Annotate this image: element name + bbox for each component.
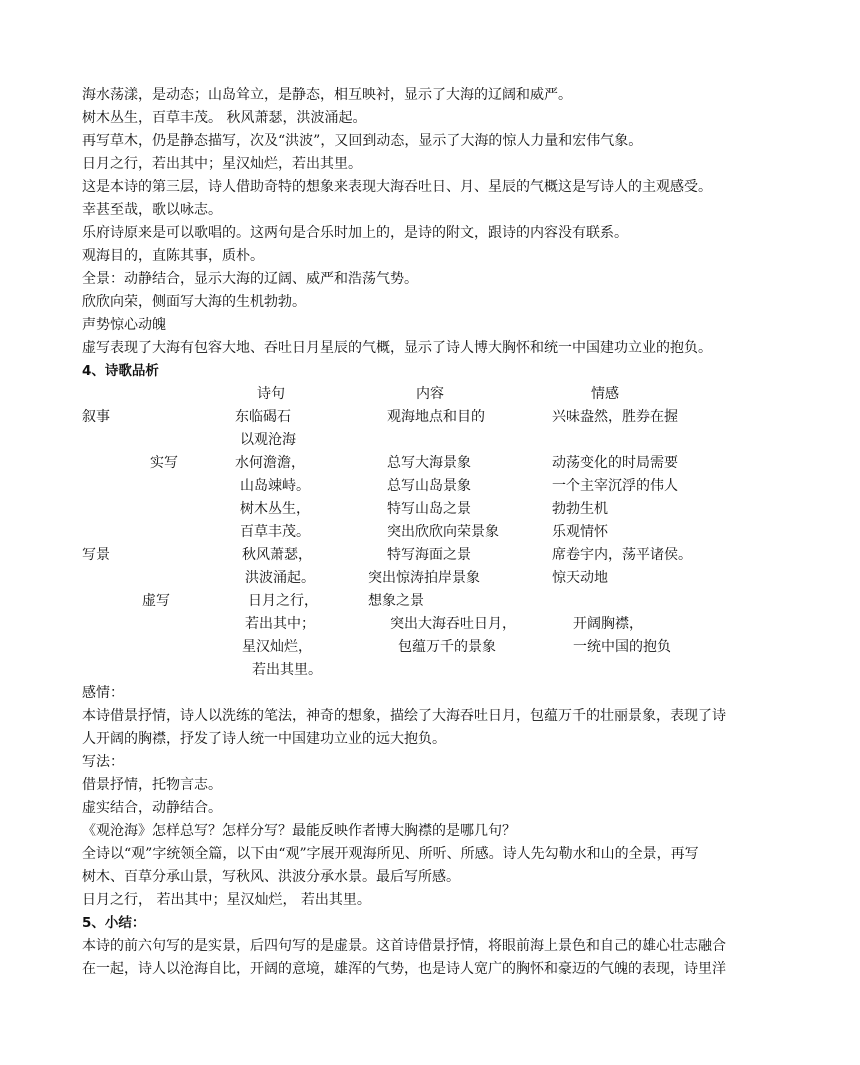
text-line: 全诗以“观”字统领全篇，以下由“观”字展开观海所见、所听、所感。诗人先勾勒水和山的全景，再写 xyxy=(82,846,699,862)
category-virtual: 虚写 xyxy=(142,593,170,609)
poem-analysis-table xyxy=(82,383,782,682)
text-line: 海水荡漾，是动态；山岛耸立，是静态，相互映衬，显示了大海的辽阔和威严。 xyxy=(82,87,572,103)
category-scene: 写景 xyxy=(82,547,110,563)
text-line: 全景：动静结合，显示大海的辽阔、威严和浩荡气势。 xyxy=(82,271,418,287)
row-content: 总写山岛景象 xyxy=(387,478,471,494)
text-line: 本诗的前六句写的是实景，后四句写的是虚景。这首诗借景抒情，将眼前海上景色和自己的雄心壮志融合 xyxy=(82,938,726,954)
row-content: 特写山岛之景 xyxy=(387,501,471,517)
section-5-heading: 5、小结： xyxy=(82,915,146,931)
row-emotion: 一统中国的抱负 xyxy=(573,639,671,655)
row-poem: 山岛竦峙。 xyxy=(240,478,310,494)
category-narrate: 叙事 xyxy=(82,409,110,425)
row-emotion: 动荡变化的时局需要 xyxy=(552,455,678,471)
row-emotion: 乐观情怀 xyxy=(552,524,608,540)
row-emotion: 勃勃生机 xyxy=(552,501,608,517)
text-line: 欣欣向荣，侧面写大海的生机勃勃。 xyxy=(82,294,306,310)
row-poem: 以观沧海 xyxy=(240,432,296,448)
row-poem: 日月之行， xyxy=(248,593,318,609)
row-poem: 百草丰茂。 xyxy=(240,524,310,540)
text-line: 借景抒情，托物言志。 xyxy=(82,777,222,793)
row-poem: 水何澹澹， xyxy=(235,455,305,471)
row-emotion: 兴味盎然，胜券在握 xyxy=(552,409,678,425)
row-poem: 东临碣石 xyxy=(235,409,291,425)
document-page xyxy=(82,84,782,981)
text-line: 感情： xyxy=(82,685,124,701)
intro-text xyxy=(82,84,782,360)
row-poem: 星汉灿烂， xyxy=(242,639,312,655)
text-line: 本诗借景抒情，诗人以洗练的笔法，神奇的想象，描绘了大海吞吐日月，包蕴万千的壮丽景象，表现了诗 xyxy=(82,708,726,724)
text-line: 虚写表现了大海有包容大地、吞吐日月星辰的气概，显示了诗人博大胸怀和统一中国建功立业的抱负。 xyxy=(82,340,712,356)
text-line: 再写草木，仍是静态描写，次及“洪波”，又回到动态，显示了大海的惊人力量和宏伟气象。 xyxy=(82,133,643,149)
after-analysis-text xyxy=(82,682,782,912)
text-line: 幸甚至哉，歌以咏志。 xyxy=(82,202,222,218)
row-content: 突出惊涛拍岸景象 xyxy=(368,570,480,586)
text-line: 人开阔的胸襟，抒发了诗人统一中国建功立业的远大抱负。 xyxy=(82,731,446,747)
column-header-content: 内容 xyxy=(416,386,444,402)
column-header-poem: 诗句 xyxy=(257,386,285,402)
row-content: 观海地点和目的 xyxy=(387,409,485,425)
category-real: 实写 xyxy=(150,455,178,471)
text-line: 树木、百草分承山景，写秋风、洪波分承水景。最后写所感。 xyxy=(82,869,460,885)
text-line: 虚实结合，动静结合。 xyxy=(82,800,222,816)
row-poem: 洪波涌起。 xyxy=(245,570,315,586)
row-content: 特写海面之景 xyxy=(387,547,471,563)
row-content: 包蕴万千的景象 xyxy=(398,639,496,655)
text-line: 《观沧海》怎样总写？怎样分写？最能反映作者博大胸襟的是哪几句？ xyxy=(82,823,516,839)
row-content: 突出大海吞吐日月， xyxy=(390,616,516,632)
row-content: 总写大海景象 xyxy=(387,455,471,471)
text-line: 在一起，诗人以沧海自比，开阔的意境，雄浑的气势，也是诗人宽广的胸怀和豪迈的气魄的表现，诗里洋 xyxy=(82,961,726,977)
text-line: 日月之行，若出其中；星汉灿烂，若出其里。 xyxy=(82,156,362,172)
section-4-heading: 4、诗歌品析 xyxy=(82,363,159,379)
summary-text xyxy=(82,935,782,981)
row-poem: 秋风萧瑟， xyxy=(242,547,312,563)
row-content: 想象之景 xyxy=(368,593,424,609)
row-poem: 树木丛生， xyxy=(240,501,310,517)
row-emotion: 开阔胸襟， xyxy=(573,616,643,632)
text-line: 这是本诗的第三层，诗人借助奇特的想象来表现大海吞吐日、月、星辰的气概这是写诗人的主观感受。 xyxy=(82,179,712,195)
text-line: 日月之行， 若出其中；星汉灿烂， 若出其里。 xyxy=(82,892,371,908)
row-emotion: 惊天动地 xyxy=(552,570,608,586)
row-poem: 若出其里。 xyxy=(252,662,322,678)
text-line: 观海目的，直陈其事，质朴。 xyxy=(82,248,264,264)
row-poem: 若出其中； xyxy=(245,616,315,632)
text-line: 声势惊心动魄 xyxy=(82,317,166,333)
row-emotion: 席卷宇内，荡平诸侯。 xyxy=(552,547,692,563)
text-line: 乐府诗原来是可以歌唱的。这两句是合乐时加上的，是诗的附文，跟诗的内容没有联系。 xyxy=(82,225,628,241)
text-line: 写法： xyxy=(82,754,124,770)
row-emotion: 一个主宰沉浮的伟人 xyxy=(552,478,678,494)
column-header-emotion: 情感 xyxy=(591,386,619,402)
row-content: 突出欣欣向荣景象 xyxy=(387,524,499,540)
text-line: 树木丛生，百草丰茂。 秋风萧瑟，洪波涌起。 xyxy=(82,110,367,126)
